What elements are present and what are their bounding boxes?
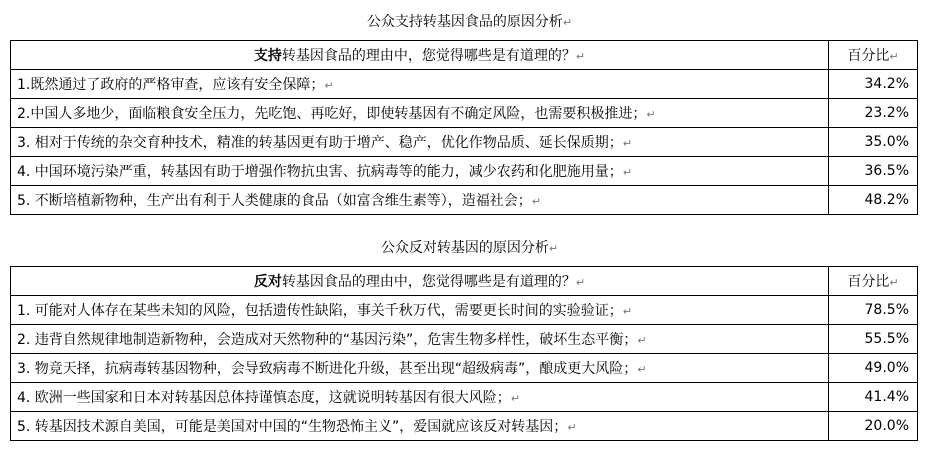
paragraph-mark: ↵: [548, 242, 559, 255]
support-title-text: 公众支持转基因食品的原因分析: [366, 14, 563, 30]
paragraph-mark: ↵: [531, 195, 542, 208]
paragraph-mark: ↵: [622, 137, 633, 150]
paragraph-mark: ↵: [324, 79, 334, 92]
paragraph-mark: ↵: [889, 50, 899, 63]
table-row: [11, 296, 918, 325]
paragraph-mark: ↵: [637, 363, 647, 376]
oppose-percent-header: 百分比↵: [829, 267, 918, 296]
table-row: [11, 325, 918, 354]
oppose-section-title: [0, 238, 939, 259]
oppose-header-row: [11, 267, 918, 296]
reason-cell: 2.中国人多地少，面临粮食安全压力，先吃饱、再吃好，即使转基因有不确定风险，也需要积极推进；↵: [11, 99, 829, 128]
percent-cell: 35.0%: [829, 128, 918, 157]
table-row: [11, 128, 918, 157]
paragraph-mark: ↵: [575, 50, 586, 63]
paragraph-mark: ↵: [562, 16, 573, 29]
table-row: [11, 99, 918, 128]
paragraph-mark: ↵: [567, 421, 577, 434]
table-row: [11, 383, 918, 412]
oppose-table: [10, 266, 918, 441]
support-percent-header: 百分比↵: [829, 41, 918, 70]
oppose-bold-word: 反对: [253, 274, 282, 290]
percent-cell: 34.2%: [829, 70, 918, 99]
table-row: [11, 157, 918, 186]
table-row: [11, 354, 918, 383]
support-question-text: 转基因食品的理由中，您觉得哪些是有道理的？: [281, 48, 576, 64]
oppose-question-text: 转基因食品的理由中，您觉得哪些是有道理的？: [281, 274, 576, 290]
paragraph-mark: ↵: [622, 166, 633, 179]
percent-cell: 48.2%: [829, 186, 918, 215]
reason-cell: 5. 不断培植新物种，生产出有利于人类健康的食品（如富含维生素等），造福社会；↵: [11, 186, 829, 215]
reason-cell: 5. 转基因技术源自美国，可能是美国对中国的“生物恐怖主义”，爱国就应该反对转基因；↵: [11, 412, 829, 441]
oppose-title-text: 公众反对转基因的原因分析: [380, 240, 549, 256]
table-row: [11, 186, 918, 215]
support-table: [10, 40, 918, 215]
percent-cell: 20.0%: [829, 412, 918, 441]
oppose-question-header: [11, 267, 829, 296]
paragraph-mark: ↵: [575, 276, 586, 289]
percent-cell: 41.4%: [829, 383, 918, 412]
reason-cell: 2. 违背自然规律地制造新物种，会造成对天然物种的“基因污染”，危害生物多样性，破坏生态平衡；↵: [11, 325, 829, 354]
support-header-row: [11, 41, 918, 70]
table-row: [11, 70, 918, 99]
support-section-title: [0, 12, 939, 33]
reason-cell: 1. 可能对人体存在某些未知的风险，包括遗传性缺陷，事关千秋万代，需要更长时间的实验验证；↵: [11, 296, 829, 325]
percent-cell: 23.2%: [829, 99, 918, 128]
support-bold-word: 支持: [253, 48, 282, 64]
paragraph-mark: ↵: [510, 392, 521, 405]
reason-cell: 4. 欧洲一些国家和日本对转基因总体持谨慎态度，这就说明转基因有很大风险；↵: [11, 383, 829, 412]
paragraph-mark: ↵: [646, 108, 656, 121]
reason-cell: 3. 物竞天择，抗病毒转基因物种，会导致病毒不断进化升级，甚至出现“超级病毒”，酿成更大风险；↵: [11, 354, 829, 383]
percent-cell: 36.5%: [829, 157, 918, 186]
paragraph-mark: ↵: [889, 276, 899, 289]
paragraph-mark: ↵: [637, 334, 647, 347]
percent-cell: 55.5%: [829, 325, 918, 354]
table-row: [11, 412, 918, 441]
percent-cell: 78.5%: [829, 296, 918, 325]
reason-cell: 1.既然通过了政府的严格审查，应该有安全保障；↵: [11, 70, 829, 99]
reason-cell: 4. 中国环境污染严重，转基因有助于增强作物抗虫害、抗病毒等的能力，减少农药和化肥施用量；↵: [11, 157, 829, 186]
paragraph-mark: ↵: [622, 305, 633, 318]
percent-cell: 49.0%: [829, 354, 918, 383]
support-question-header: [11, 41, 829, 70]
reason-cell: 3. 相对于传统的杂交育种技术，精准的转基因更有助于增产、稳产，优化作物品质、延长保质期；↵: [11, 128, 829, 157]
